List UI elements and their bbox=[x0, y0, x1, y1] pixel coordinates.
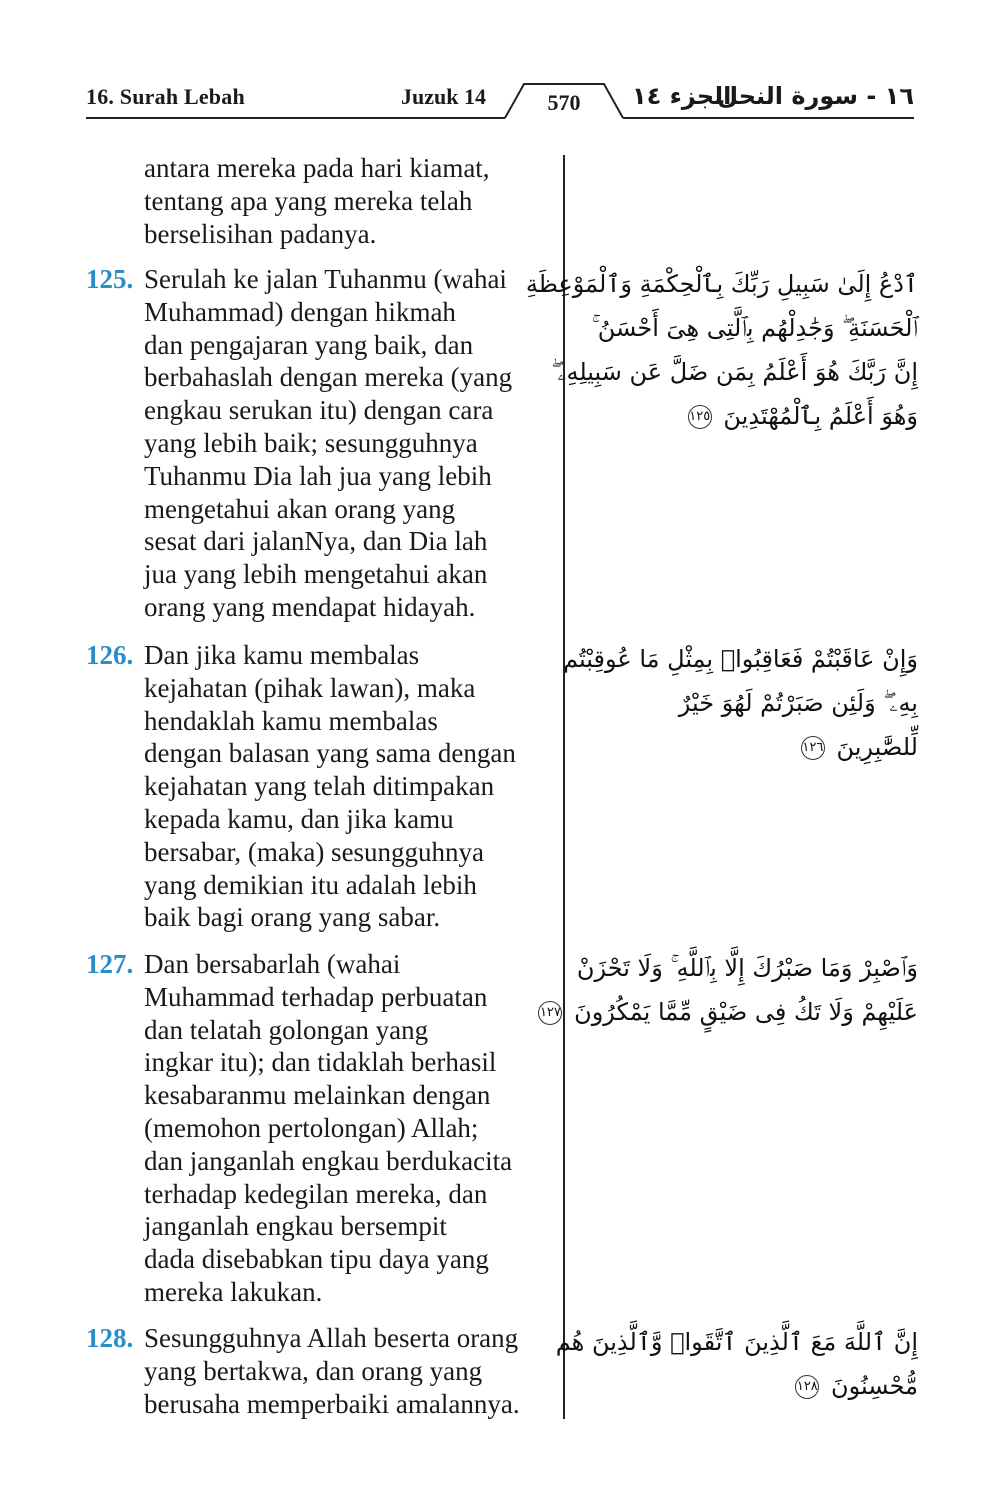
translation-line: Dan jika kamu membalas bbox=[144, 640, 420, 670]
translation-line: berselisihan padanya. bbox=[144, 218, 377, 249]
translation-line: dada disebabkan tipu daya yang bbox=[144, 1244, 489, 1275]
translation-line: Muhammad) dengan hikmah bbox=[144, 296, 456, 327]
page-number: 570 bbox=[547, 90, 581, 115]
arabic-line bbox=[588, 1364, 918, 1408]
verse-126-translation bbox=[86, 639, 556, 934]
verse-number: 127. bbox=[86, 949, 134, 979]
arabic-line bbox=[539, 990, 918, 1034]
translation-line: berbahaslah dengan mereka (yang bbox=[144, 362, 513, 393]
translation-line: dan janganlah engkau berdukacita bbox=[144, 1145, 513, 1176]
page-header bbox=[0, 0, 1000, 130]
juz-label-en: Juzuk 14 bbox=[401, 84, 486, 109]
arabic-line-text: لِّلصَّٰبِرِينَ bbox=[836, 733, 918, 761]
ayah-end-marker: ١٢٦ bbox=[801, 736, 825, 760]
translation-line: Muhammad terhadap perbuatan bbox=[144, 981, 488, 1012]
translation-line: hendaklah kamu membalas bbox=[144, 705, 438, 736]
arabic-line-text: عَلَيْهِمْ وَلَا تَكُ فِى ضَيْقٍ مِّمَّا يَمْكُرُونَ bbox=[574, 998, 918, 1026]
header-rule bbox=[0, 0, 1000, 130]
translation-line: berusaha memperbaiki amalannya. bbox=[144, 1388, 520, 1419]
translation-line: baik bagi orang yang sabar. bbox=[144, 902, 441, 933]
translation-line: ingkar itu); dan tidaklah berhasil bbox=[144, 1047, 497, 1078]
translation-line: antara mereka pada hari kiamat, bbox=[144, 153, 490, 183]
arabic-line: ٱلْحَسَنَةِ ۖ وَجَٰدِلْهُم بِٱلَّتِى هِىَ أَحْسَنُ ۚ bbox=[591, 314, 918, 342]
translation-line: yang bertakwa, dan orang yang bbox=[144, 1355, 483, 1386]
translation-line: kepada kamu, dan jika kamu bbox=[144, 803, 454, 834]
juz-label-ar: الجزء ١٤ bbox=[632, 82, 732, 110]
verse-127-translation bbox=[86, 948, 556, 1309]
verse-number: 125. bbox=[86, 264, 134, 294]
translation-line: kejahatan yang telah ditimpakan bbox=[144, 771, 495, 802]
arabic-line: وَإِنْ عَاقَبْتُمْ فَعَاقِبُوا۟ بِمِثْلِ مَا عُوقِبْتُم bbox=[563, 645, 918, 673]
continuation-text bbox=[86, 152, 556, 250]
translation-line: mereka lakukan. bbox=[144, 1276, 323, 1307]
arabic-line-text: وَهُوَ أَعْلَمُ بِٱلْمُهْتَدِينَ bbox=[723, 402, 918, 430]
arabic-line: بِهِۦ ۖ وَلَئِن صَبَرْتُمْ لَهُوَ خَيْرٌ bbox=[678, 689, 918, 717]
translation-line: dan telatah golongan yang bbox=[144, 1014, 429, 1045]
verse-127-arabic bbox=[539, 946, 918, 1034]
translation-line: tentang apa yang mereka telah bbox=[144, 185, 473, 216]
verse-128-translation bbox=[86, 1322, 556, 1420]
arabic-line bbox=[588, 725, 918, 769]
translation-line: Dan bersabarlah (wahai bbox=[144, 949, 401, 979]
verse-125-translation bbox=[86, 263, 556, 624]
translation-line: mengetahui akan orang yang bbox=[144, 493, 456, 524]
ayah-end-marker: ١٢٧ bbox=[538, 1001, 562, 1025]
verse-128-arabic bbox=[555, 1320, 918, 1408]
surah-title-en: 16. Surah Lebah bbox=[86, 84, 245, 109]
translation-line: Serulah ke jalan Tuhanmu (wahai bbox=[144, 264, 507, 294]
translation-line: yang lebih baik; sesungguhnya bbox=[144, 427, 478, 458]
translation-line: Sesungguhnya Allah beserta orang bbox=[144, 1323, 519, 1353]
arabic-line bbox=[588, 394, 918, 438]
translation-line: terhadap kedegilan mereka, dan bbox=[144, 1178, 488, 1209]
arabic-line-text: مُّحْسِنُونَ bbox=[830, 1372, 918, 1400]
translation-line: bersabar, (maka) sesungguhnya bbox=[144, 836, 485, 867]
translation-line: yang demikian itu adalah lebih bbox=[144, 869, 477, 900]
translation-line: kesabaranmu melainkan dengan bbox=[144, 1080, 491, 1111]
verse-number: 126. bbox=[86, 640, 134, 670]
translation-line: dengan balasan yang sama dengan bbox=[144, 738, 516, 769]
arabic-line: ٱدْعُ إِلَىٰ سَبِيلِ رَبِّكَ بِٱلْحِكْمَةِ وَٱلْمَوْعِظَةِ bbox=[525, 270, 918, 298]
column-divider bbox=[563, 155, 565, 1419]
verse-125-arabic bbox=[525, 262, 918, 438]
translation-line: kejahatan (pihak lawan), maka bbox=[144, 672, 476, 703]
surah-title-ar: ١٦ - سورة النحل bbox=[717, 82, 914, 110]
translation-line: engkau serukan itu) dengan cara bbox=[144, 395, 494, 426]
translation-line: jua yang lebih mengetahui akan bbox=[144, 559, 488, 590]
arabic-line: وَٱصْبِرْ وَمَا صَبْرُكَ إِلَّا بِٱللَّهِ ۚ وَلَا تَحْزَنْ bbox=[576, 954, 918, 982]
translation-line: orang yang mendapat hidayah. bbox=[144, 591, 476, 622]
translation-line: dan pengajaran yang baik, dan bbox=[144, 329, 474, 360]
arabic-line: إِنَّ ٱللَّهَ مَعَ ٱلَّذِينَ ٱتَّقَوا۟ وَّٱلَّذِينَ هُم bbox=[555, 1328, 918, 1356]
translation-line: (memohon pertolongan) Allah; bbox=[144, 1112, 479, 1143]
translation-line: janganlah engkau bersempit bbox=[144, 1211, 447, 1242]
arabic-line: إِنَّ رَبَّكَ هُوَ أَعْلَمُ بِمَن ضَلَّ عَن سَبِيلِهِۦ ۖ bbox=[551, 358, 918, 386]
translation-line: Tuhanmu Dia lah jua yang lebih bbox=[144, 460, 492, 491]
translation-line: sesat dari jalanNya, dan Dia lah bbox=[144, 526, 488, 557]
ayah-end-marker: ١٢٥ bbox=[688, 405, 712, 429]
verse-number: 128. bbox=[86, 1323, 134, 1353]
ayah-end-marker: ١٢٨ bbox=[795, 1375, 819, 1399]
verse-126-arabic bbox=[563, 637, 918, 769]
